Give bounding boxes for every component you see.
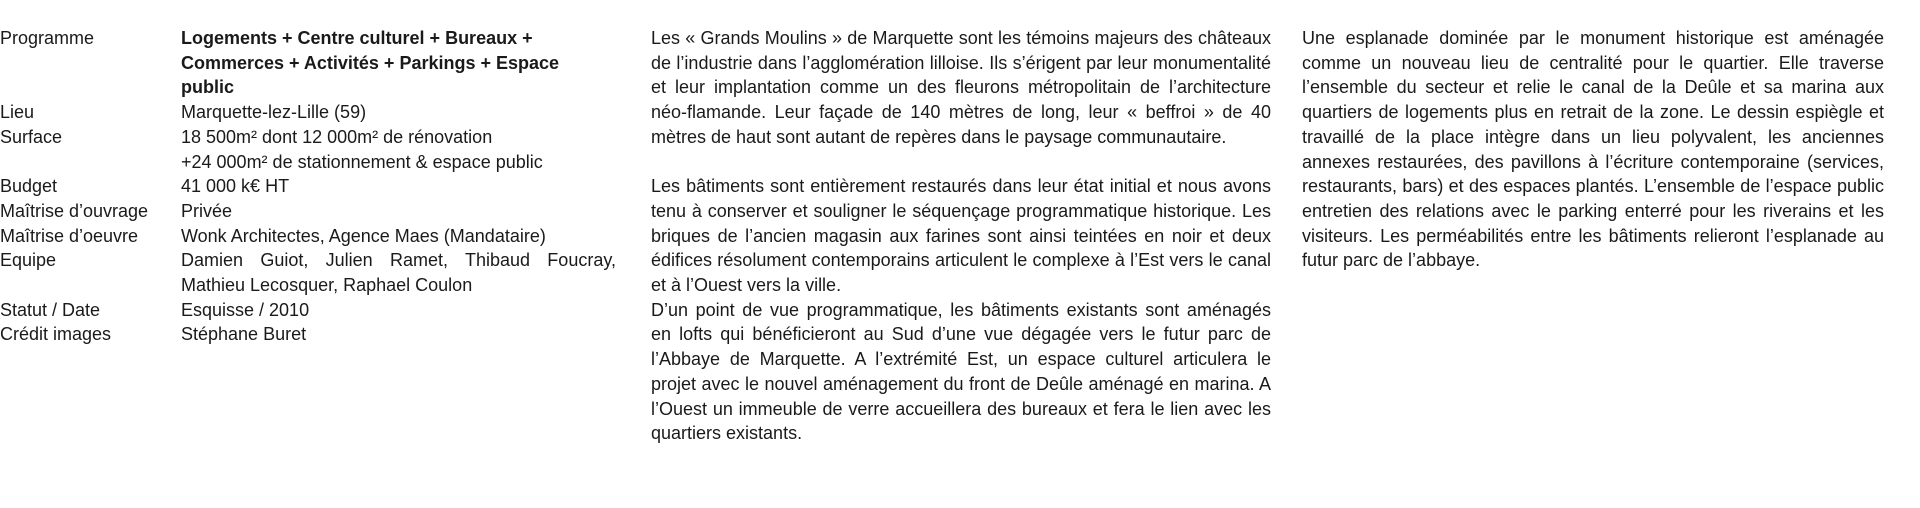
paragraph: Les « Grands Moulins » de Marquette sont les témoins majeurs des châteaux de l’industrie dans l’agglomération lilloise. Ils s’érigent par leur monumentalité et leur implantation comme un des fleurons métropolitain de l’architecture néo-flamande. Leur façade de 140 mètres de long, leur « beffroi » de 40 mètres de haut sont autant de repères dans le paysage communautaire.: [651, 28, 1271, 147]
meta-row-statut: [0, 298, 620, 323]
meta-value-line: 18 500m² dont 12 000m² de rénovation: [181, 126, 493, 147]
meta-label: Equipe: [0, 250, 57, 271]
meta-row-maitrise-ouvrage: [0, 199, 620, 224]
meta-label: Maîtrise d’oeuvre: [0, 225, 139, 246]
meta-value-line: +24 000m² de stationnement & espace public: [181, 151, 543, 172]
meta-row-lieu: [0, 100, 620, 125]
paragraph: Une esplanade dominée par le monument historique est aménagée comme un nouveau lieu de centralité pour le quartier. Elle traverse l’ensemble du secteur et relie le canal de la Deûle et sa marina aux quartiers de logements plus en retrait de la zone. Le dessin espiègle et travaillé de la place intègre dans un lieu polyvalent, les anciennes annexes restaurées, des pavillons à l’écriture contemporaine (services, restaurants, bars) et des espaces plantés. L’ensemble de l’espace public entretien des relations avec le parking enterré pour les riverains et les visiteurs. Les perméabilités entre les bâtiments relieront l’esplanade au futur parc de l’abbaye.: [1302, 28, 1884, 271]
meta-label: Maîtrise d’ouvrage: [0, 200, 149, 221]
meta-label: Lieu: [0, 102, 35, 123]
meta-label: Surface: [0, 126, 63, 147]
meta-value-line: Mathieu Lecosquer, Raphael Coulon: [181, 275, 473, 296]
meta-value: [181, 26, 616, 100]
meta-value-line: Marquette-lez-Lille (59): [181, 102, 367, 123]
meta-value-line: Damien Guiot, Julien Ramet, Thibaud Foucray,: [181, 250, 616, 271]
meta-label: Crédit images: [0, 324, 112, 345]
meta-value-line: Privée: [181, 200, 233, 221]
meta-value-line: Esquisse / 2010: [181, 299, 310, 320]
meta-label: Budget: [0, 176, 58, 197]
meta-value: [181, 322, 616, 347]
project-info-table: [0, 26, 620, 347]
meta-row-surface: [0, 125, 620, 174]
meta-value: [181, 125, 616, 174]
meta-label: Programme: [0, 28, 95, 48]
meta-value-line: Commerces + Activités + Parkings + Espace: [181, 52, 560, 73]
meta-value-line: Stéphane Buret: [181, 324, 307, 345]
meta-row-credit: [0, 322, 620, 347]
paragraph: D’un point de vue programmatique, les bâtiments existants sont aménagés en lofts qui bénéficieront au Sud d’une vue dégagée vers le futur parc de l’Abbaye de Marquette. A l’extrémité Est, un espace culturel articulera le projet avec le nouvel aménagement du front de Deûle aménagé en marina. A l’Ouest un immeuble de verre accueillera des bureaux et fera le lien avec les quartiers existants.: [651, 299, 1271, 444]
description-column-2: [1302, 26, 1884, 273]
meta-value: [181, 298, 616, 323]
meta-row-programme: [0, 26, 620, 100]
meta-value: [181, 199, 616, 224]
meta-row-budget: [0, 174, 620, 199]
meta-value: [181, 100, 616, 125]
meta-value-line: public: [181, 77, 234, 98]
meta-value-line: Wonk Architectes, Agence Maes (Mandataire): [181, 225, 546, 246]
meta-row-maitrise-oeuvre: [0, 224, 620, 249]
paragraph: Les bâtiments sont entièrement restaurés dans leur état initial et nous avons tenu à conserver et souligner le séquençage programmatique historique. Les briques de l’ancien magasin aux farines sont ainsi teintées en noir et deux édifices résolument contemporains articulent le complexe à l’Est vers le canal et à l’Ouest vers la ville.: [651, 176, 1271, 296]
meta-value-line: 41 000 k€ HT: [181, 176, 290, 197]
description-column-1: [651, 26, 1271, 446]
meta-value: [181, 248, 616, 297]
meta-value: [181, 224, 616, 249]
meta-value: [181, 174, 616, 199]
meta-value-line: Logements + Centre culturel + Bureaux +: [181, 28, 533, 48]
meta-label: Statut / Date: [0, 299, 101, 320]
meta-row-equipe: [0, 248, 620, 297]
